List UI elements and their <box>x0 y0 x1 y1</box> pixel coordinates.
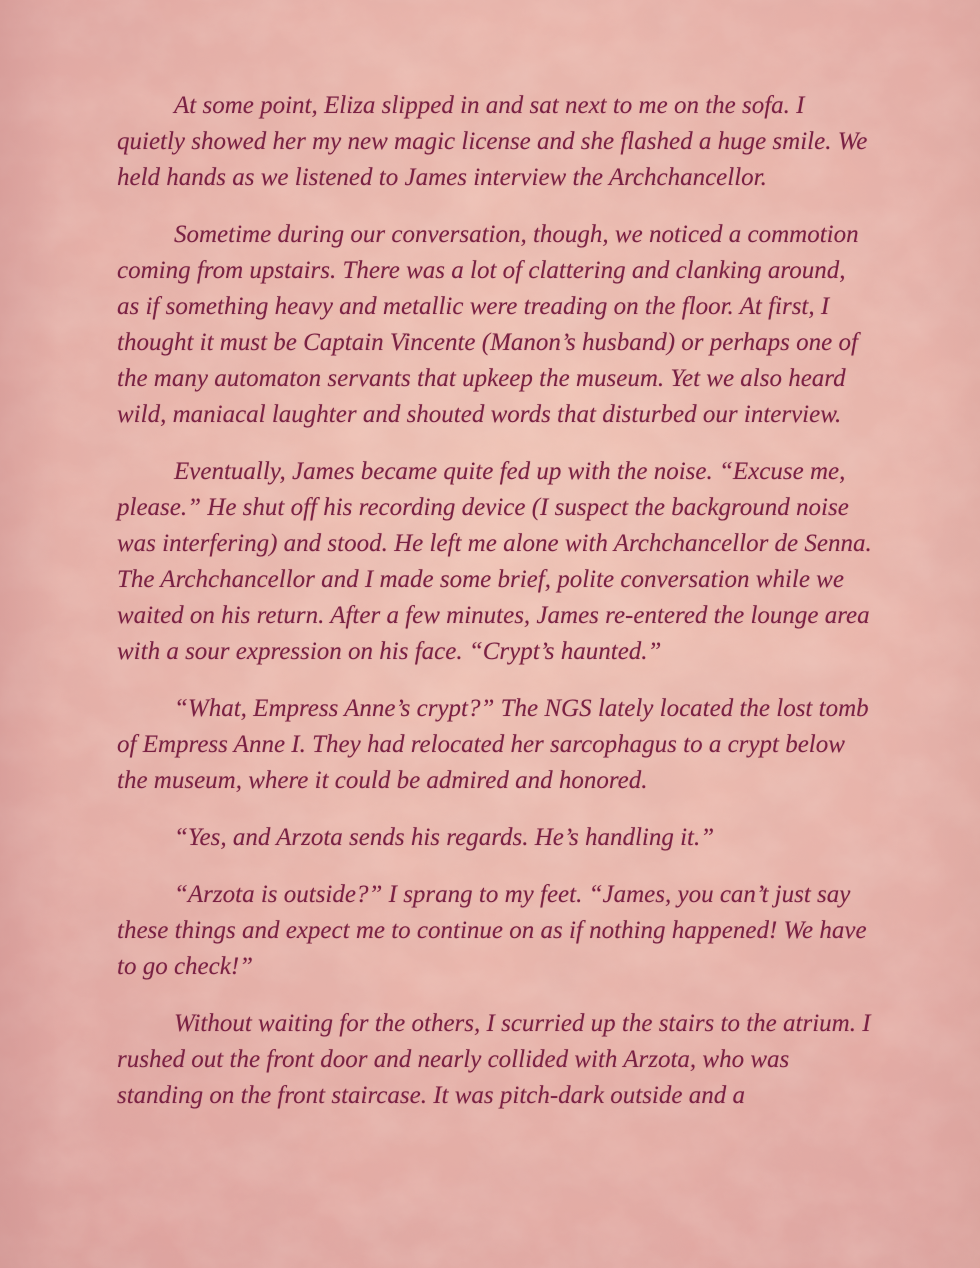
paragraph-1: At some point, Eliza slipped in and sat next to me on the sofa. I quietly showed her my new magic license and she flashed a huge smile. We held hands as we listened to James interview the Archchancellor. <box>117 92 868 191</box>
paragraph-6: “Arzota is outside?” I sprang to my feet. “James, you can’t just say these things and expect me to continue on as if nothing happened! We have to go check!” <box>117 881 867 980</box>
paragraph-5: “Yes, and Arzota sends his regards. He’s handling it.” <box>174 824 715 851</box>
page-text <box>117 88 873 1114</box>
paragraph-7: Without waiting for the others, I scurried up the stairs to the atrium. I rushed out the front door and nearly collided with Arzota, who was standing on the front staircase. It was pitch-dark outside and a <box>117 1010 871 1109</box>
paragraph-3: Eventually, James became quite fed up with the noise. “Excuse me, please.” He shut off his recording device (I suspect the background noise was interfering) and stood. He left me alone with Archchancellor de Senna. The Archchancellor and I made some brief, polite conversation while we waited on his return. After a few minutes, James re-entered the lounge area with a sour expression on his face. “Crypt’s haunted.” <box>117 458 872 665</box>
paragraph-4: “What, Empress Anne’s crypt?” The NGS lately located the lost tomb of Empress Anne I. They had relocated her sarcophagus to a crypt below the museum, where it could be admired and honored. <box>117 695 869 794</box>
paragraph-2: Sometime during our conversation, though, we noticed a commotion coming from upstairs. There was a lot of clattering and clanking around, as if something heavy and metallic were treading on the floor. At first, I thought it must be Captain Vincente (Manon’s husband) or perhaps one of the many automaton servants that upkeep the museum. Yet we also heard wild, maniacal laughter and shouted words that disturbed our interview. <box>117 221 859 428</box>
